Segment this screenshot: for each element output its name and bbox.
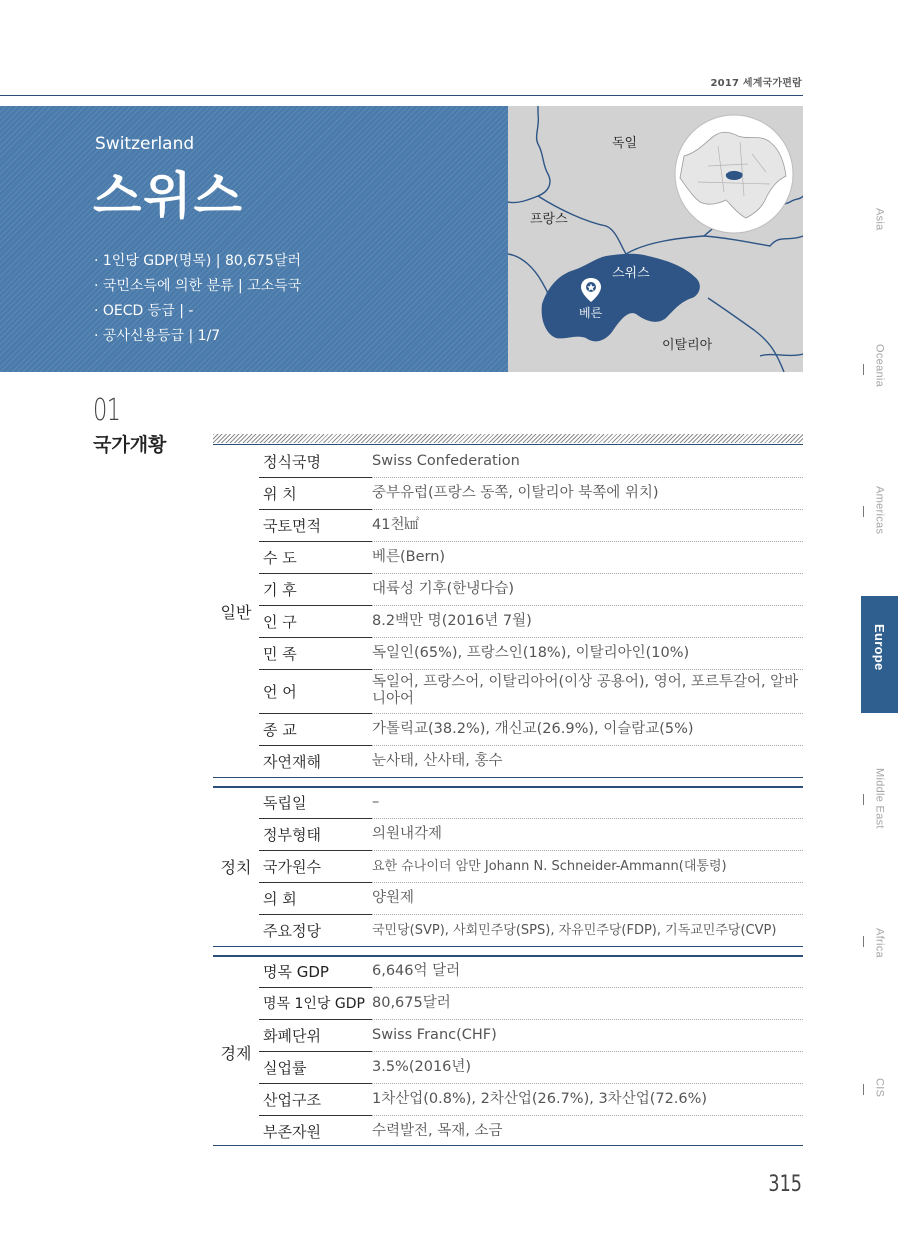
table-row — [213, 509, 803, 541]
table-bottom-rule — [213, 1145, 803, 1146]
side-tab-label: Europe — [872, 624, 887, 671]
table-row — [213, 541, 803, 573]
row-label: 기 후 — [259, 573, 372, 605]
row-value: Swiss Franc(CHF) — [372, 1019, 803, 1051]
side-tab-label: Oceania — [873, 344, 886, 388]
tab-tick — [863, 506, 864, 517]
tab-tick — [863, 364, 864, 375]
country-hero-banner — [0, 106, 508, 372]
row-value: 눈사태, 산사태, 홍수 — [372, 752, 503, 769]
row-value: 80,675달러 — [372, 987, 803, 1019]
table-row — [213, 1051, 803, 1083]
country-overview-table — [213, 446, 803, 1147]
group-label-politics: 정치 — [220, 858, 252, 878]
map-label-switzerland: 스위스 — [612, 266, 650, 281]
country-english-name: Switzerland — [95, 134, 195, 154]
row-value: 독일어, 프랑스어, 이탈리아어(이상 공용어), 영어, 포르투갈어, 알바니아어 — [372, 669, 803, 713]
row-label: 화폐단위 — [259, 1019, 372, 1051]
row-label: 수 도 — [259, 541, 372, 573]
side-tab-middle-east[interactable] — [861, 768, 898, 833]
row-value: – — [372, 787, 803, 819]
table-row — [213, 883, 803, 915]
row-label: 의 회 — [259, 883, 372, 915]
table-row — [213, 669, 803, 713]
key-facts-list — [94, 249, 301, 349]
table-header-rule — [213, 444, 803, 445]
row-value: 1차산업(0.8%), 2차산업(26.7%), 3차산업(72.6%) — [372, 1083, 803, 1115]
row-label: 명목 GDP — [259, 956, 372, 987]
side-tab-americas[interactable] — [861, 486, 898, 538]
table-row — [213, 745, 803, 777]
row-value: 41천㎢ — [372, 509, 803, 541]
row-label: 부존자원 — [263, 1122, 321, 1141]
map-svg — [508, 106, 803, 372]
tab-tick — [863, 936, 864, 947]
country-map — [508, 106, 803, 372]
row-label: 국토면적 — [259, 509, 372, 541]
side-tab-label: Americas — [873, 486, 886, 535]
table-row — [213, 987, 803, 1019]
header-rule — [0, 95, 803, 96]
key-fact-income-class: · 국민소득에 의한 분류 | 고소득국 — [94, 278, 302, 294]
row-value: 대륙성 기후(한냉다습) — [372, 573, 803, 605]
row-label: 언 어 — [259, 669, 372, 713]
table-row — [213, 446, 803, 477]
group-label-economy: 경제 — [220, 1043, 252, 1063]
row-value: 6,646억 달러 — [372, 956, 803, 987]
side-tab-label: Middle East — [873, 768, 886, 829]
key-fact-gdp: · 1인당 GDP(명목) | 80,675달러 — [94, 253, 302, 269]
country-korean-name: 스위스 — [93, 167, 244, 225]
row-label: 명목 1인당 GDP — [259, 987, 372, 1019]
row-value: 국민당(SVP), 사회민주당(SPS), 자유민주당(FDP), 기독교민주당(CVP) — [372, 923, 777, 938]
side-tab-cis[interactable] — [861, 1078, 898, 1101]
key-fact-oecd-grade: · OECD 등급 | - — [94, 303, 194, 319]
table-row — [213, 713, 803, 745]
side-tab-europe[interactable] — [861, 596, 898, 713]
table-row — [213, 956, 803, 987]
row-value: 3.5%(2016년) — [372, 1051, 803, 1083]
row-label: 국가원수 — [259, 851, 372, 883]
table-row — [213, 637, 803, 669]
row-value: 양원제 — [372, 883, 803, 915]
row-label: 종 교 — [259, 713, 372, 745]
map-label-france: 프랑스 — [530, 212, 568, 227]
tab-tick — [863, 1084, 864, 1095]
map-label-germany: 독일 — [612, 136, 638, 151]
row-value: 8.2백만 명(2016년 7월) — [372, 605, 803, 637]
row-value: 베른(Bern) — [372, 541, 803, 573]
table-row — [213, 1083, 803, 1115]
page-number: 315 — [768, 1172, 802, 1197]
table-header-hatch — [213, 434, 803, 443]
side-tab-label: Africa — [873, 928, 886, 958]
tab-tick — [863, 794, 864, 805]
row-value: 가톨릭교(38.2%), 개신교(26.9%), 이슬람교(5%) — [372, 713, 803, 745]
map-label-italy: 이탈리아 — [662, 338, 713, 353]
group-label-general: 일반 — [220, 602, 252, 622]
row-label: 자연재해 — [263, 752, 321, 771]
table-row — [213, 819, 803, 851]
row-value: 요한 슈나이더 암만 Johann N. Schneider-Ammann(대통령) — [372, 851, 803, 883]
table-row — [213, 477, 803, 509]
row-label: 위 치 — [259, 477, 372, 509]
table-row — [213, 605, 803, 637]
table-row — [213, 1019, 803, 1051]
map-label-bern: 베른 — [579, 306, 603, 320]
table-row — [213, 787, 803, 819]
row-value: Swiss Confederation — [372, 446, 803, 477]
row-value: 의원내각제 — [372, 819, 803, 851]
row-label: 실업률 — [259, 1051, 372, 1083]
side-tab-asia[interactable] — [861, 208, 898, 235]
table-row — [213, 573, 803, 605]
section-number: 01 — [93, 393, 121, 428]
side-tab-label: CIS — [873, 1078, 886, 1098]
side-tab-oceania[interactable] — [861, 344, 898, 391]
row-label: 정식국명 — [259, 446, 372, 477]
europe-inset-globe — [675, 115, 793, 233]
row-label: 민 족 — [259, 637, 372, 669]
table-row — [213, 915, 803, 947]
group-separator — [213, 947, 803, 957]
side-tab-africa[interactable] — [861, 928, 898, 962]
running-header-title: 2017 세계국가편람 — [710, 78, 802, 89]
row-label: 독립일 — [259, 787, 372, 819]
row-label: 정부형태 — [259, 819, 372, 851]
row-label: 인 구 — [259, 605, 372, 637]
key-fact-credit-grade: · 공사신용등급 | 1/7 — [94, 328, 221, 344]
row-value: 독일인(65%), 프랑스인(18%), 이탈리아인(10%) — [372, 637, 803, 669]
group-separator — [213, 777, 803, 787]
region-side-tabs — [861, 196, 898, 1156]
row-label: 산업구조 — [259, 1083, 372, 1115]
table-row — [213, 1115, 803, 1147]
row-value: 중부유럽(프랑스 동쪽, 이탈리아 북쪽에 위치) — [372, 477, 803, 509]
table-row — [213, 851, 803, 883]
section-title: 국가개황 — [93, 434, 167, 456]
row-value: 수력발전, 목재, 소금 — [372, 1122, 503, 1139]
side-tab-label: Asia — [873, 208, 886, 231]
row-label: 주요정당 — [263, 922, 321, 940]
